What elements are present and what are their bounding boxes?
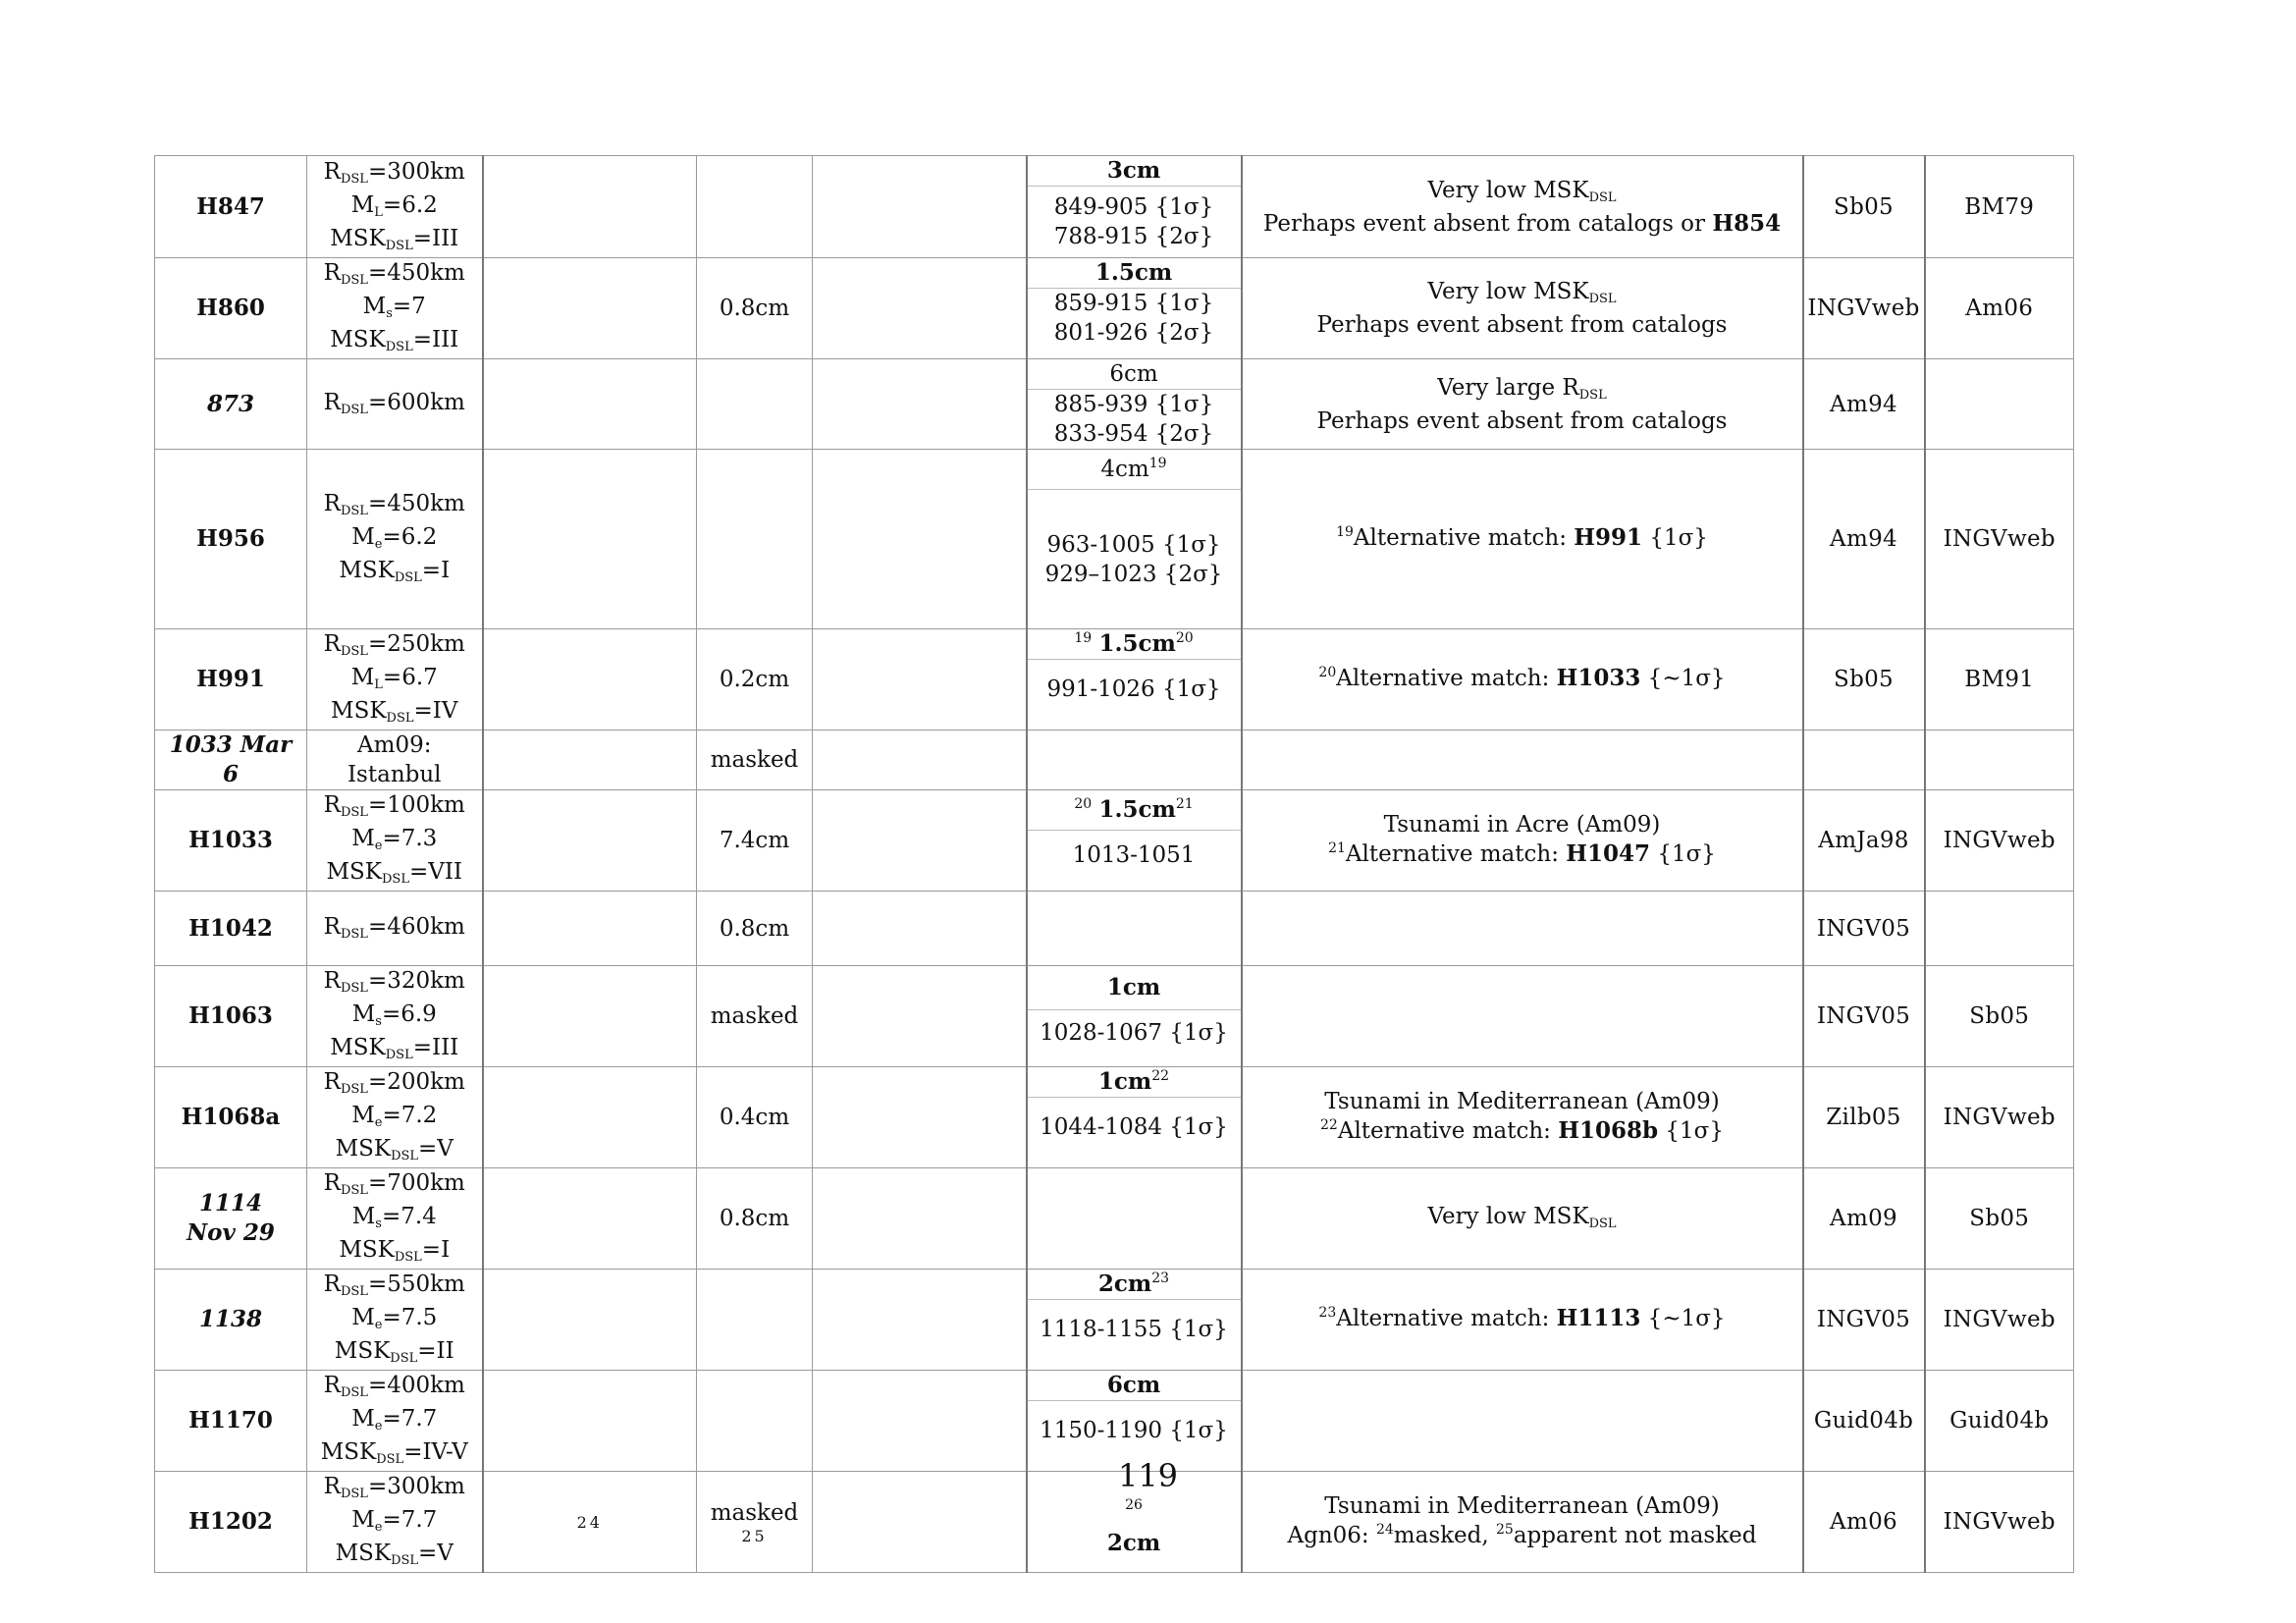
- tsunami-cell: [1027, 156, 1242, 258]
- parameter-line: Me=7.7: [351, 1406, 438, 1434]
- tsunami-amplitude: $4cm^{19}$: [1028, 450, 1241, 490]
- event-id: H860: [196, 295, 265, 321]
- comment-line: Perhaps event absent from catalogs: [1316, 312, 1728, 338]
- reference-1-cell: AmJa98: [1803, 790, 1925, 892]
- tsunami-cell: [1027, 1067, 1242, 1168]
- attenuation-cell: [697, 1270, 813, 1371]
- footnote-marker: 25: [741, 1527, 768, 1545]
- event-id: H1170: [188, 1407, 273, 1434]
- comment-cell: [1242, 258, 1803, 359]
- event-id-cell: [155, 359, 307, 450]
- event-parameters-cell: [307, 156, 483, 258]
- attenuation-cell: [697, 966, 813, 1067]
- table-row: [155, 892, 2074, 966]
- comment-cell: [1242, 1168, 1803, 1270]
- reference-1-cell: Am06: [1803, 1472, 1925, 1573]
- event-parameters-cell: [307, 1067, 483, 1168]
- table-body: [155, 156, 2074, 1573]
- event-id-cell: [155, 966, 307, 1067]
- parameter-line: RDSL=450km: [323, 260, 465, 288]
- reference-2-cell: [1925, 892, 2074, 966]
- parameter-line: ML=6.2: [350, 191, 438, 220]
- column-3-cell: [483, 730, 697, 790]
- event-id: H847: [196, 192, 265, 220]
- attenuation-value: 0.8cm: [719, 1206, 790, 1231]
- column-3-cell: [483, 359, 697, 450]
- event-id: H1042: [188, 914, 273, 942]
- parameter-line: RDSL=300km: [323, 158, 465, 187]
- attenuation-cell: [697, 790, 813, 892]
- event-id-cell: [155, 790, 307, 892]
- column-5-cell: [813, 1168, 1027, 1270]
- tsunami-amplitude: 1.5cm: [1028, 258, 1241, 289]
- reference-2-cell: BM91: [1925, 629, 2074, 730]
- attenuation-value: 7.4cm: [719, 828, 790, 853]
- tsunami-amplitude: $^{19}$ $1.5cm^{20}$: [1028, 629, 1241, 660]
- tsunami-amplitude: 6cm: [1028, 1371, 1241, 1401]
- comment-cell: [1242, 629, 1803, 730]
- parameter-line: MSKDSL=III: [330, 327, 459, 354]
- tsunami-amplitude: $1cm^{22}$: [1028, 1067, 1241, 1098]
- parameter-line: RDSL=460km: [323, 913, 465, 942]
- tsunami-date-range: 1028-1067 {1σ}: [1040, 1020, 1228, 1046]
- tsunami-date-range: 1118-1155 {1σ}: [1040, 1316, 1228, 1342]
- attenuation-cell: [697, 892, 813, 966]
- tsunami-cell: [1027, 359, 1242, 450]
- event-parameters-cell: [307, 629, 483, 730]
- parameter-line: Me=6.2: [351, 524, 438, 552]
- data-table-container: [154, 155, 2073, 1573]
- reference-1-cell: INGV05: [1803, 966, 1925, 1067]
- page-number: 119: [1117, 1457, 1179, 1494]
- event-parameters-cell: [307, 359, 483, 450]
- comment-line: Very low MSKDSL: [1427, 279, 1617, 306]
- reference-2-cell: INGVweb: [1925, 1067, 2074, 1168]
- tsunami-cell: [1027, 1270, 1242, 1371]
- event-id: H991: [196, 666, 265, 692]
- event-id: 1138: [198, 1306, 262, 1332]
- table-row: [155, 1270, 2074, 1371]
- parameter-line: RDSL=600km: [323, 389, 465, 417]
- table-row: [155, 359, 2074, 450]
- column-5-cell: [813, 730, 1027, 790]
- attenuation-value: 0.8cm: [719, 915, 790, 942]
- reference-2-cell: INGVweb: [1925, 1472, 2074, 1573]
- parameter-line: RDSL=550km: [323, 1271, 465, 1299]
- reference-2-cell: [1925, 730, 2074, 790]
- reference-1-cell: Sb05: [1803, 629, 1925, 730]
- comment-line: Very large RDSL: [1437, 374, 1607, 403]
- event-id-cell: [155, 450, 307, 629]
- event-id-cell: [155, 1168, 307, 1270]
- tsunami-date-range: 1044-1084 {1σ}: [1040, 1113, 1228, 1140]
- tsunami-cell: [1027, 450, 1242, 629]
- parameter-line: RDSL=450km: [323, 491, 465, 518]
- reference-1-cell: Sb05: [1803, 156, 1925, 258]
- reference-2-cell: [1925, 359, 2074, 450]
- attenuation-value: 0.4cm: [719, 1105, 790, 1130]
- reference-2-cell: Sb05: [1925, 1168, 2074, 1270]
- attenuation-cell: [697, 1168, 813, 1270]
- parameter-line: Me=7.2: [351, 1103, 438, 1130]
- tsunami-date-range: 991-1026 {1σ}: [1046, 676, 1221, 702]
- comment-cell: [1242, 730, 1803, 790]
- tsunami-amplitude: $^{20}$ $1.5cm^{21}$: [1028, 790, 1241, 831]
- parameter-line: MSKDSL=IV: [331, 698, 458, 726]
- event-id: 1114 Nov 29: [187, 1190, 275, 1246]
- table-row: [155, 1168, 2074, 1270]
- parameter-line: Ms=7.4: [351, 1204, 437, 1231]
- event-parameters-cell: [307, 966, 483, 1067]
- attenuation-cell: [697, 359, 813, 450]
- reference-2-cell: Sb05: [1925, 966, 2074, 1067]
- attenuation-value: masked: [710, 1500, 799, 1526]
- parameter-line: Me=7.5: [351, 1305, 438, 1332]
- event-id-cell: [155, 730, 307, 790]
- column-3-cell: [483, 450, 697, 629]
- comment-line: Agn06: $^{24}$masked, $^{25}$apparent not masked: [1287, 1521, 1757, 1548]
- comment-line: $^{23}$Alternative match: H1113 {~1σ}: [1318, 1304, 1726, 1331]
- tsunami-cell: [1027, 629, 1242, 730]
- table-row: [155, 1067, 2074, 1168]
- event-id-cell: [155, 1067, 307, 1168]
- comment-line: $^{20}$Alternative match: H1033 {~1σ}: [1318, 664, 1726, 691]
- column-3-cell: [483, 790, 697, 892]
- parameter-line: MSKDSL=III: [330, 225, 459, 253]
- comment-line: $^{22}$Alternative match: H1068b {1σ}: [1320, 1116, 1724, 1144]
- column-5-cell: [813, 790, 1027, 892]
- column-3-cell: [483, 629, 697, 730]
- comment-line: Tsunami in Acre (Am09): [1383, 811, 1661, 838]
- reference-1-cell: Zilb05: [1803, 1067, 1925, 1168]
- parameter-line: MSKDSL=II: [334, 1338, 454, 1366]
- parameter-line: RDSL=700km: [323, 1170, 465, 1198]
- parameter-line: MSKDSL=I: [339, 1237, 451, 1265]
- event-id-cell: [155, 892, 307, 966]
- comment-line: $^{19}$Alternative match: H991 {1σ}: [1336, 523, 1708, 551]
- event-id: H956: [196, 525, 265, 552]
- tsunami-cell: [1027, 1168, 1242, 1270]
- comment-line: Tsunami in Mediterranean (Am09): [1324, 1492, 1720, 1519]
- attenuation-cell: [697, 156, 813, 258]
- column-5-cell: [813, 258, 1027, 359]
- reference-2-cell: Guid04b: [1925, 1371, 2074, 1472]
- event-parameters-cell: [307, 258, 483, 359]
- parameter-line: ML=6.7: [350, 665, 438, 692]
- comment-line: Very low MSKDSL: [1427, 1204, 1617, 1231]
- event-parameters-cell: [307, 730, 483, 790]
- event-parameters-cell: [307, 892, 483, 966]
- comment-cell: [1242, 892, 1803, 966]
- parameter-line: Am09:: [357, 732, 432, 758]
- column-3-cell: [483, 1168, 697, 1270]
- column-3-cell: [483, 258, 697, 359]
- parameter-line: RDSL=300km: [323, 1474, 465, 1501]
- parameter-line: Ms=6.9: [351, 1001, 437, 1029]
- comment-cell: [1242, 790, 1803, 892]
- comment-cell: [1242, 359, 1803, 450]
- tsunami-cell: [1027, 730, 1242, 790]
- event-id: H1063: [188, 1002, 273, 1029]
- parameter-line: MSKDSL=III: [330, 1035, 459, 1062]
- column-5-cell: [813, 1067, 1027, 1168]
- reference-1-cell: Am09: [1803, 1168, 1925, 1270]
- reference-1-cell: INGV05: [1803, 1270, 1925, 1371]
- reference-1-cell: Guid04b: [1803, 1371, 1925, 1472]
- event-parameters-cell: [307, 1270, 483, 1371]
- reference-1-cell: [1803, 730, 1925, 790]
- attenuation-value: masked: [710, 747, 799, 773]
- comment-line: Perhaps event absent from catalogs or H854: [1262, 209, 1782, 237]
- reference-2-cell: BM79: [1925, 156, 2074, 258]
- event-id: 1033 Mar 6: [169, 731, 293, 787]
- comment-cell: [1242, 156, 1803, 258]
- column-3-cell: [483, 1270, 697, 1371]
- parameter-line: RDSL=320km: [323, 968, 465, 996]
- column-3-cell: [483, 1067, 697, 1168]
- event-parameters-cell: [307, 1168, 483, 1270]
- comment-line: Tsunami in Mediterranean (Am09): [1324, 1088, 1720, 1114]
- comment-line: Very low MSKDSL: [1427, 177, 1617, 205]
- table-row: [155, 450, 2074, 629]
- tsunami-amplitude: 6cm: [1028, 359, 1241, 390]
- parameter-line: MSKDSL=V: [335, 1541, 454, 1568]
- attenuation-cell: [697, 629, 813, 730]
- table-row: [155, 629, 2074, 730]
- table-row: [155, 790, 2074, 892]
- comment-cell: [1242, 966, 1803, 1067]
- event-id-cell: [155, 1270, 307, 1371]
- tsunami-cell: [1027, 258, 1242, 359]
- column-3-cell: [483, 966, 697, 1067]
- tsunami-amplitude: 1cm: [1028, 966, 1241, 1010]
- tsunami-amplitude: 3cm: [1028, 156, 1241, 187]
- parameter-line: Me=7.3: [351, 826, 438, 853]
- tsunami-date-range: 885-939 {1σ} 833-954 {2σ}: [1053, 392, 1214, 447]
- column-5-cell: [813, 1270, 1027, 1371]
- parameter-line: MSKDSL=VII: [326, 859, 463, 887]
- attenuation-cell: [697, 730, 813, 790]
- event-id: H1202: [188, 1508, 273, 1535]
- tsunami-date-range: 963-1005 {1σ} 929–1023 {2σ}: [1044, 531, 1223, 587]
- footnote-marker: 24: [576, 1513, 603, 1532]
- parameter-line: Me=7.7: [351, 1507, 438, 1535]
- event-parameters-cell: [307, 790, 483, 892]
- tsunami-date-range: 859-915 {1σ} 801-926 {2σ}: [1053, 291, 1214, 346]
- parameter-line: RDSL=400km: [323, 1373, 465, 1400]
- parameter-line: MSKDSL=I: [339, 558, 451, 585]
- tsunami-cell: [1027, 790, 1242, 892]
- column-5-cell: [813, 359, 1027, 450]
- reference-2-cell: INGVweb: [1925, 1270, 2074, 1371]
- table-row: [155, 730, 2074, 790]
- parameter-line: MSKDSL=IV-V: [320, 1439, 468, 1467]
- attenuation-cell: [697, 258, 813, 359]
- tsunami-amplitude: $2cm^{23}$: [1028, 1270, 1241, 1300]
- column-5-cell: [813, 450, 1027, 629]
- column-3-cell: [483, 156, 697, 258]
- tsunami-date-range: 1150-1190 {1σ}: [1040, 1417, 1228, 1443]
- reference-2-cell: Am06: [1925, 258, 2074, 359]
- parameter-line: Istanbul: [347, 762, 442, 787]
- reference-2-cell: INGVweb: [1925, 450, 2074, 629]
- table-row: [155, 258, 2074, 359]
- earthquake-table: [154, 155, 2074, 1573]
- tsunami-cell: [1027, 892, 1242, 966]
- event-id-cell: [155, 156, 307, 258]
- attenuation-value: masked: [710, 1003, 799, 1029]
- table-row: [155, 156, 2074, 258]
- attenuation-value: 0.8cm: [719, 296, 790, 321]
- event-id-cell: [155, 258, 307, 359]
- comment-cell: [1242, 1067, 1803, 1168]
- tsunami-amplitude: 26 2cm: [1106, 1497, 1161, 1556]
- tsunami-date-range: 849-905 {1σ} 788-915 {2σ}: [1053, 194, 1214, 249]
- parameter-line: RDSL=200km: [323, 1069, 465, 1097]
- attenuation-value: 0.2cm: [719, 667, 790, 692]
- reference-1-cell: Am94: [1803, 450, 1925, 629]
- reference-2-cell: INGVweb: [1925, 790, 2074, 892]
- column-5-cell: [813, 156, 1027, 258]
- parameter-line: RDSL=250km: [323, 631, 465, 659]
- column-5-cell: [813, 892, 1027, 966]
- table-row: [155, 966, 2074, 1067]
- event-parameters-cell: [307, 450, 483, 629]
- attenuation-cell: [697, 1067, 813, 1168]
- parameter-line: Ms=7: [362, 294, 426, 321]
- comment-cell: [1242, 1270, 1803, 1371]
- event-id: 873: [206, 390, 254, 417]
- comment-line: Perhaps event absent from catalogs: [1316, 407, 1728, 434]
- comment-line: $^{21}$Alternative match: H1047 {1σ}: [1328, 839, 1716, 867]
- reference-1-cell: INGV05: [1803, 892, 1925, 966]
- attenuation-cell: [697, 450, 813, 629]
- tsunami-cell: [1027, 966, 1242, 1067]
- event-id: H1068a: [181, 1104, 281, 1130]
- comment-cell: [1242, 450, 1803, 629]
- tsunami-date-range: 1013-1051: [1072, 842, 1196, 868]
- column-5-cell: [813, 629, 1027, 730]
- parameter-line: RDSL=100km: [323, 792, 465, 820]
- column-5-cell: [813, 966, 1027, 1067]
- event-id: H1033: [188, 827, 273, 853]
- reference-1-cell: Am94: [1803, 359, 1925, 450]
- column-3-cell: [483, 892, 697, 966]
- reference-1-cell: INGVweb: [1803, 258, 1925, 359]
- parameter-line: MSKDSL=V: [335, 1136, 454, 1163]
- event-id-cell: [155, 629, 307, 730]
